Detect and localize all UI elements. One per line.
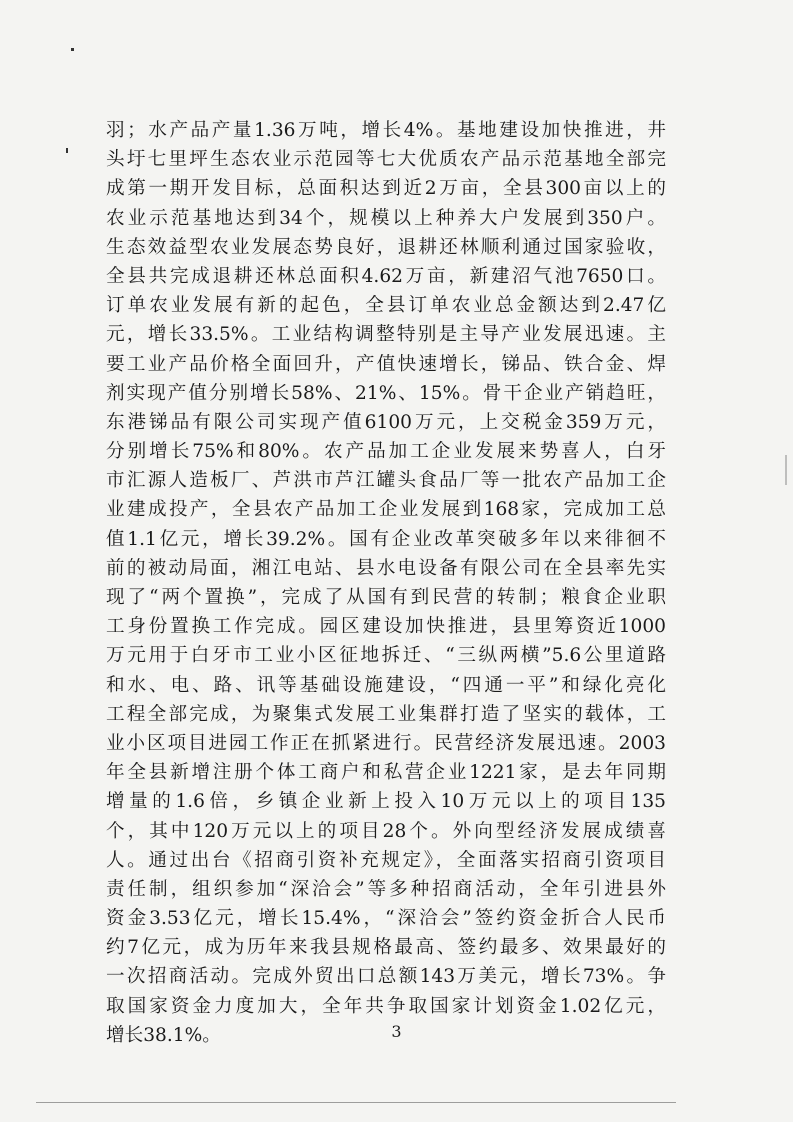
- body-text: [106, 116, 666, 1050]
- text-line: 订单农业发展有新的起色，全县订单农业总金额达到2.47亿: [106, 295, 666, 317]
- text-line: 业小区项目进园工作正在抓紧进行。民营经济发展迅速。2003: [106, 732, 666, 754]
- text-line: 生态效益型农业发展态势良好，退耕还林顺利通过国家验收，: [106, 236, 666, 258]
- scan-edge-mark: [785, 455, 787, 485]
- text-line: 一次招商活动。完成外贸出口总额143万美元，增长73%。争: [106, 966, 666, 988]
- text-line: 全县共完成退耕还林总面积4.62万亩，新建沼气池7650口。: [106, 265, 666, 287]
- text-line: 约7亿元，成为历年来我县规格最高、签约最多、效果最好的: [106, 937, 666, 959]
- text-line: 市汇源人造板厂、芦洪市芦江罐头食品厂等一批农产品加工企: [106, 470, 666, 492]
- text-line: 工身份置换工作完成。园区建设加快推进，县里筹资近1000: [106, 616, 666, 638]
- text-line: 万元用于白牙市工业小区征地拆迁、“三纵两横”5.6公里道路: [106, 645, 666, 667]
- text-line: 东港锑品有限公司实现产值6100万元，上交税金359万元，: [106, 411, 666, 433]
- page-number: 3: [391, 1022, 402, 1041]
- text-line: 元，增长33.5%。工业结构调整特别是主导产业发展迅速。主: [106, 324, 666, 346]
- scan-speck: [71, 48, 74, 51]
- scan-speck: [66, 148, 68, 153]
- scan-bottom-edge: [36, 1102, 676, 1103]
- text-line: 农业示范基地达到34个，规模以上种养大户发展到350户。: [106, 207, 666, 229]
- text-line: 资金3.53亿元，增长15.4%，“深洽会”签约资金折合人民币: [106, 908, 666, 930]
- text-line: 要工业产品价格全面回升，产值快速增长，锑品、铁合金、焊: [106, 353, 666, 375]
- text-line: 和水、电、路、讯等基础设施建设，“四通一平”和绿化亮化: [106, 674, 666, 696]
- text-line: 年全县新增注册个体工商户和私营企业1221家，是去年同期: [106, 762, 666, 784]
- text-line: 取国家资金力度加大，全年共争取国家计划资金1.02亿元，: [106, 995, 666, 1017]
- text-line: 增量的1.6倍，乡镇企业新上投入10万元以上的项目135: [106, 791, 666, 813]
- text-line: 前的被动局面，湘江电站、县水电设备有限公司在全县率先实: [106, 557, 666, 579]
- text-line: 人。通过出台《招商引资补充规定》，全面落实招商引资项目: [106, 849, 666, 871]
- text-line: 增长38.1%。: [106, 1024, 221, 1046]
- text-line: 羽；水产品产量1.36万吨，增长4%。基地建设加快推进，井: [106, 120, 666, 141]
- text-line: 分别增长75%和80%。农产品加工企业发展来势喜人，白牙: [106, 441, 666, 463]
- text-line: 剂实现产值分别增长58%、21%、15%。骨干企业产销趋旺，: [106, 382, 666, 404]
- text-line: 业建成投产，全县农产品加工企业发展到168家，完成加工总: [106, 499, 666, 521]
- text-line: 成第一期开发目标，总面积达到近2万亩，全县300亩以上的: [106, 178, 666, 200]
- text-line: 工程全部完成，为聚集式发展工业集群打造了坚实的载体，工: [106, 703, 666, 725]
- text-line: 值1.1亿元，增长39.2%。国有企业改革突破多年以来徘徊不: [106, 528, 666, 550]
- text-line: 个，其中120万元以上的项目28个。外向型经济发展成绩喜: [106, 820, 666, 842]
- text-line: 现了“两个置换”，完成了从国有到民营的转制；粮食企业职: [106, 587, 666, 608]
- text-line: 头圩七里坪生态农业示范园等七大优质农产品示范基地全部完: [106, 149, 666, 171]
- text-line: 责任制，组织参加“深洽会”等多种招商活动，全年引进县外: [106, 878, 666, 900]
